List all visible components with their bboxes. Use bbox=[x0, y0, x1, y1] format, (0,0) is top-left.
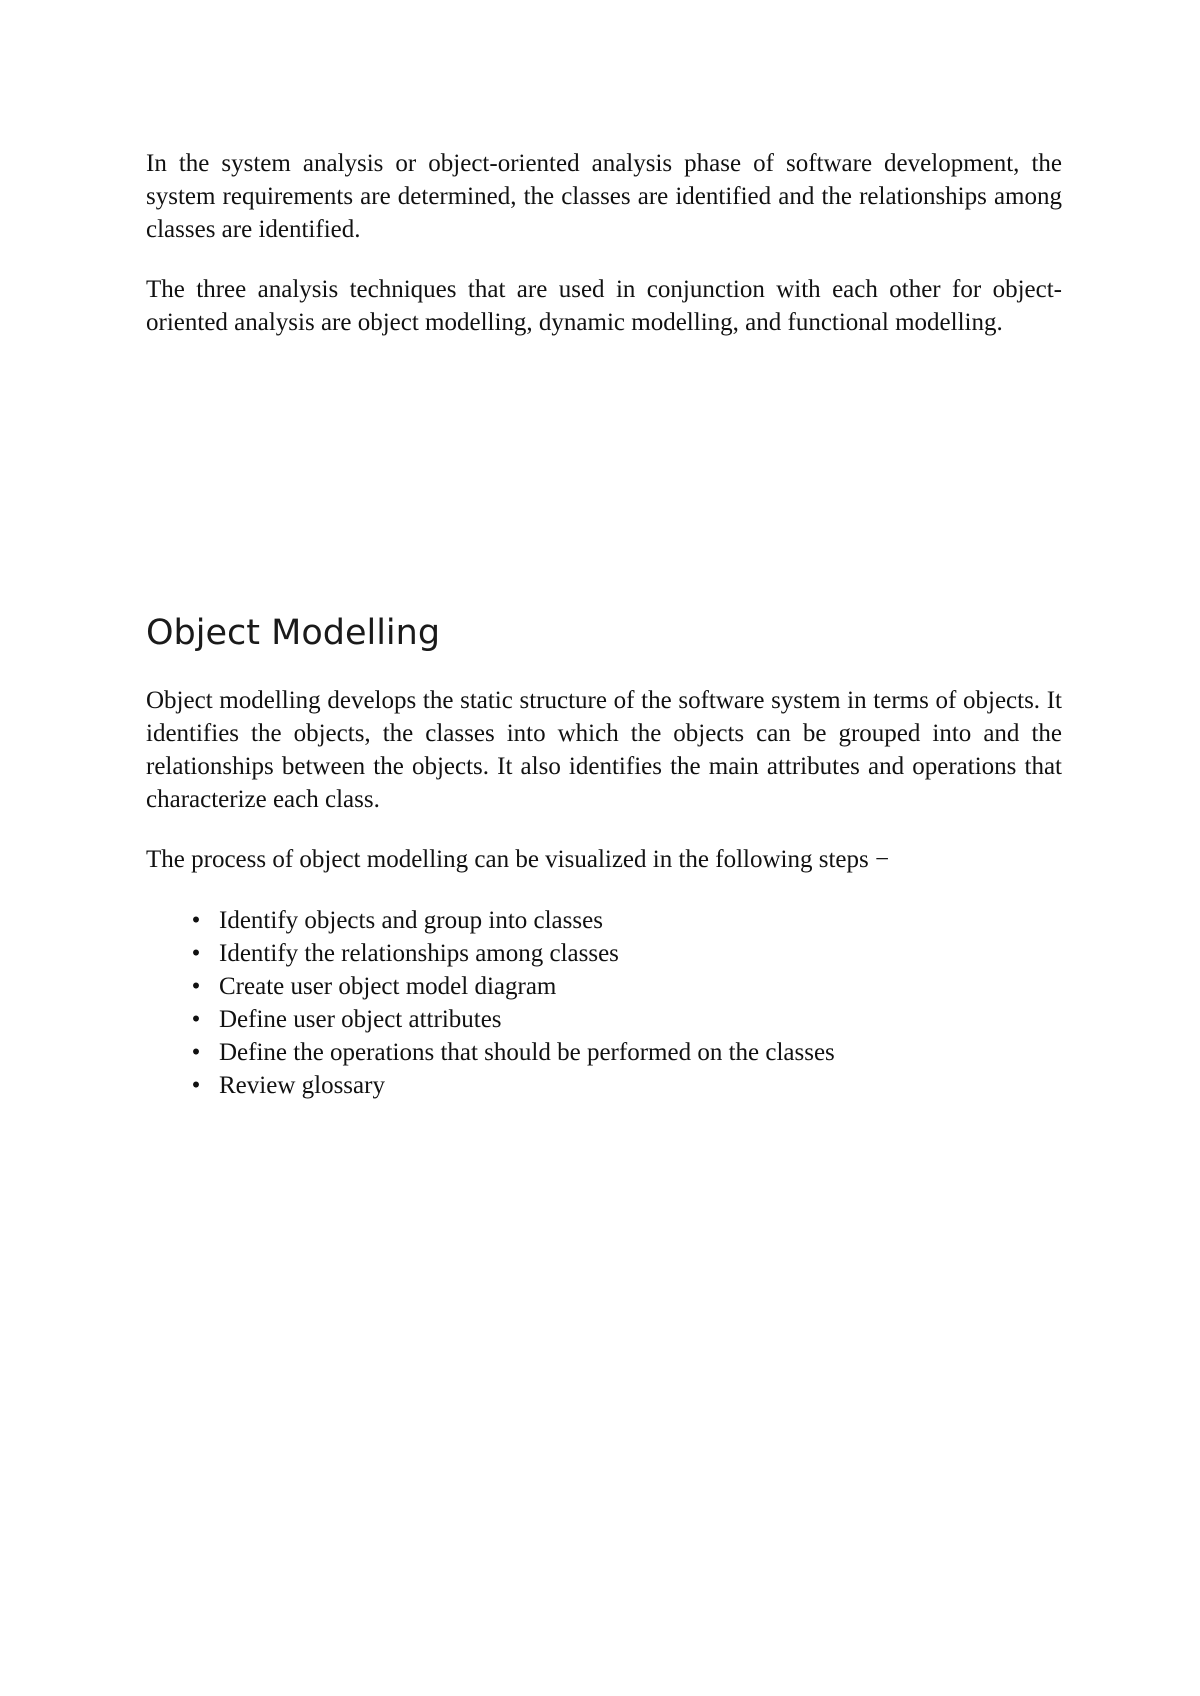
list-item bbox=[146, 1003, 1062, 1036]
section-heading: Object Modelling bbox=[146, 613, 441, 653]
intro-paragraph-1: In the system analysis or object-oriented analysis phase of software development, the system requirements are determined, the classes are identified and the relationships among classes are identified. bbox=[146, 150, 1062, 243]
bullet-icon: • bbox=[191, 1072, 201, 1099]
steps-intro: The process of object modelling can be visualized in the following steps − bbox=[146, 846, 890, 873]
list-item bbox=[146, 937, 1062, 970]
bullet-icon: • bbox=[191, 1039, 201, 1066]
bullet-icon: • bbox=[191, 1006, 201, 1033]
bullet-icon: • bbox=[191, 907, 201, 934]
section-paragraph: Object modelling develops the static structure of the software system in terms of objects. It identifies the objects, the classes into which the objects can be grouped into and the relationships between the objects. It also identifies the main attributes and operations that characterize each class. bbox=[146, 687, 1062, 813]
list-item bbox=[146, 1069, 1062, 1102]
bullet-icon: • bbox=[191, 973, 201, 1000]
list-item bbox=[146, 1036, 1062, 1069]
step-text: Identify objects and group into classes bbox=[219, 907, 603, 934]
step-text: Create user object model diagram bbox=[219, 973, 557, 1000]
list-item bbox=[146, 970, 1062, 1003]
steps-list bbox=[146, 904, 1062, 1102]
list-item bbox=[146, 904, 1062, 937]
step-text: Review glossary bbox=[219, 1072, 385, 1099]
intro-paragraph-2: The three analysis techniques that are used in conjunction with each other for object-oriented analysis are object modelling, dynamic modelling, and functional modelling. bbox=[146, 276, 1062, 336]
bullet-icon: • bbox=[191, 940, 201, 967]
step-text: Define user object attributes bbox=[219, 1006, 502, 1033]
step-text: Define the operations that should be performed on the classes bbox=[219, 1039, 835, 1066]
step-text: Identify the relationships among classes bbox=[219, 940, 619, 967]
